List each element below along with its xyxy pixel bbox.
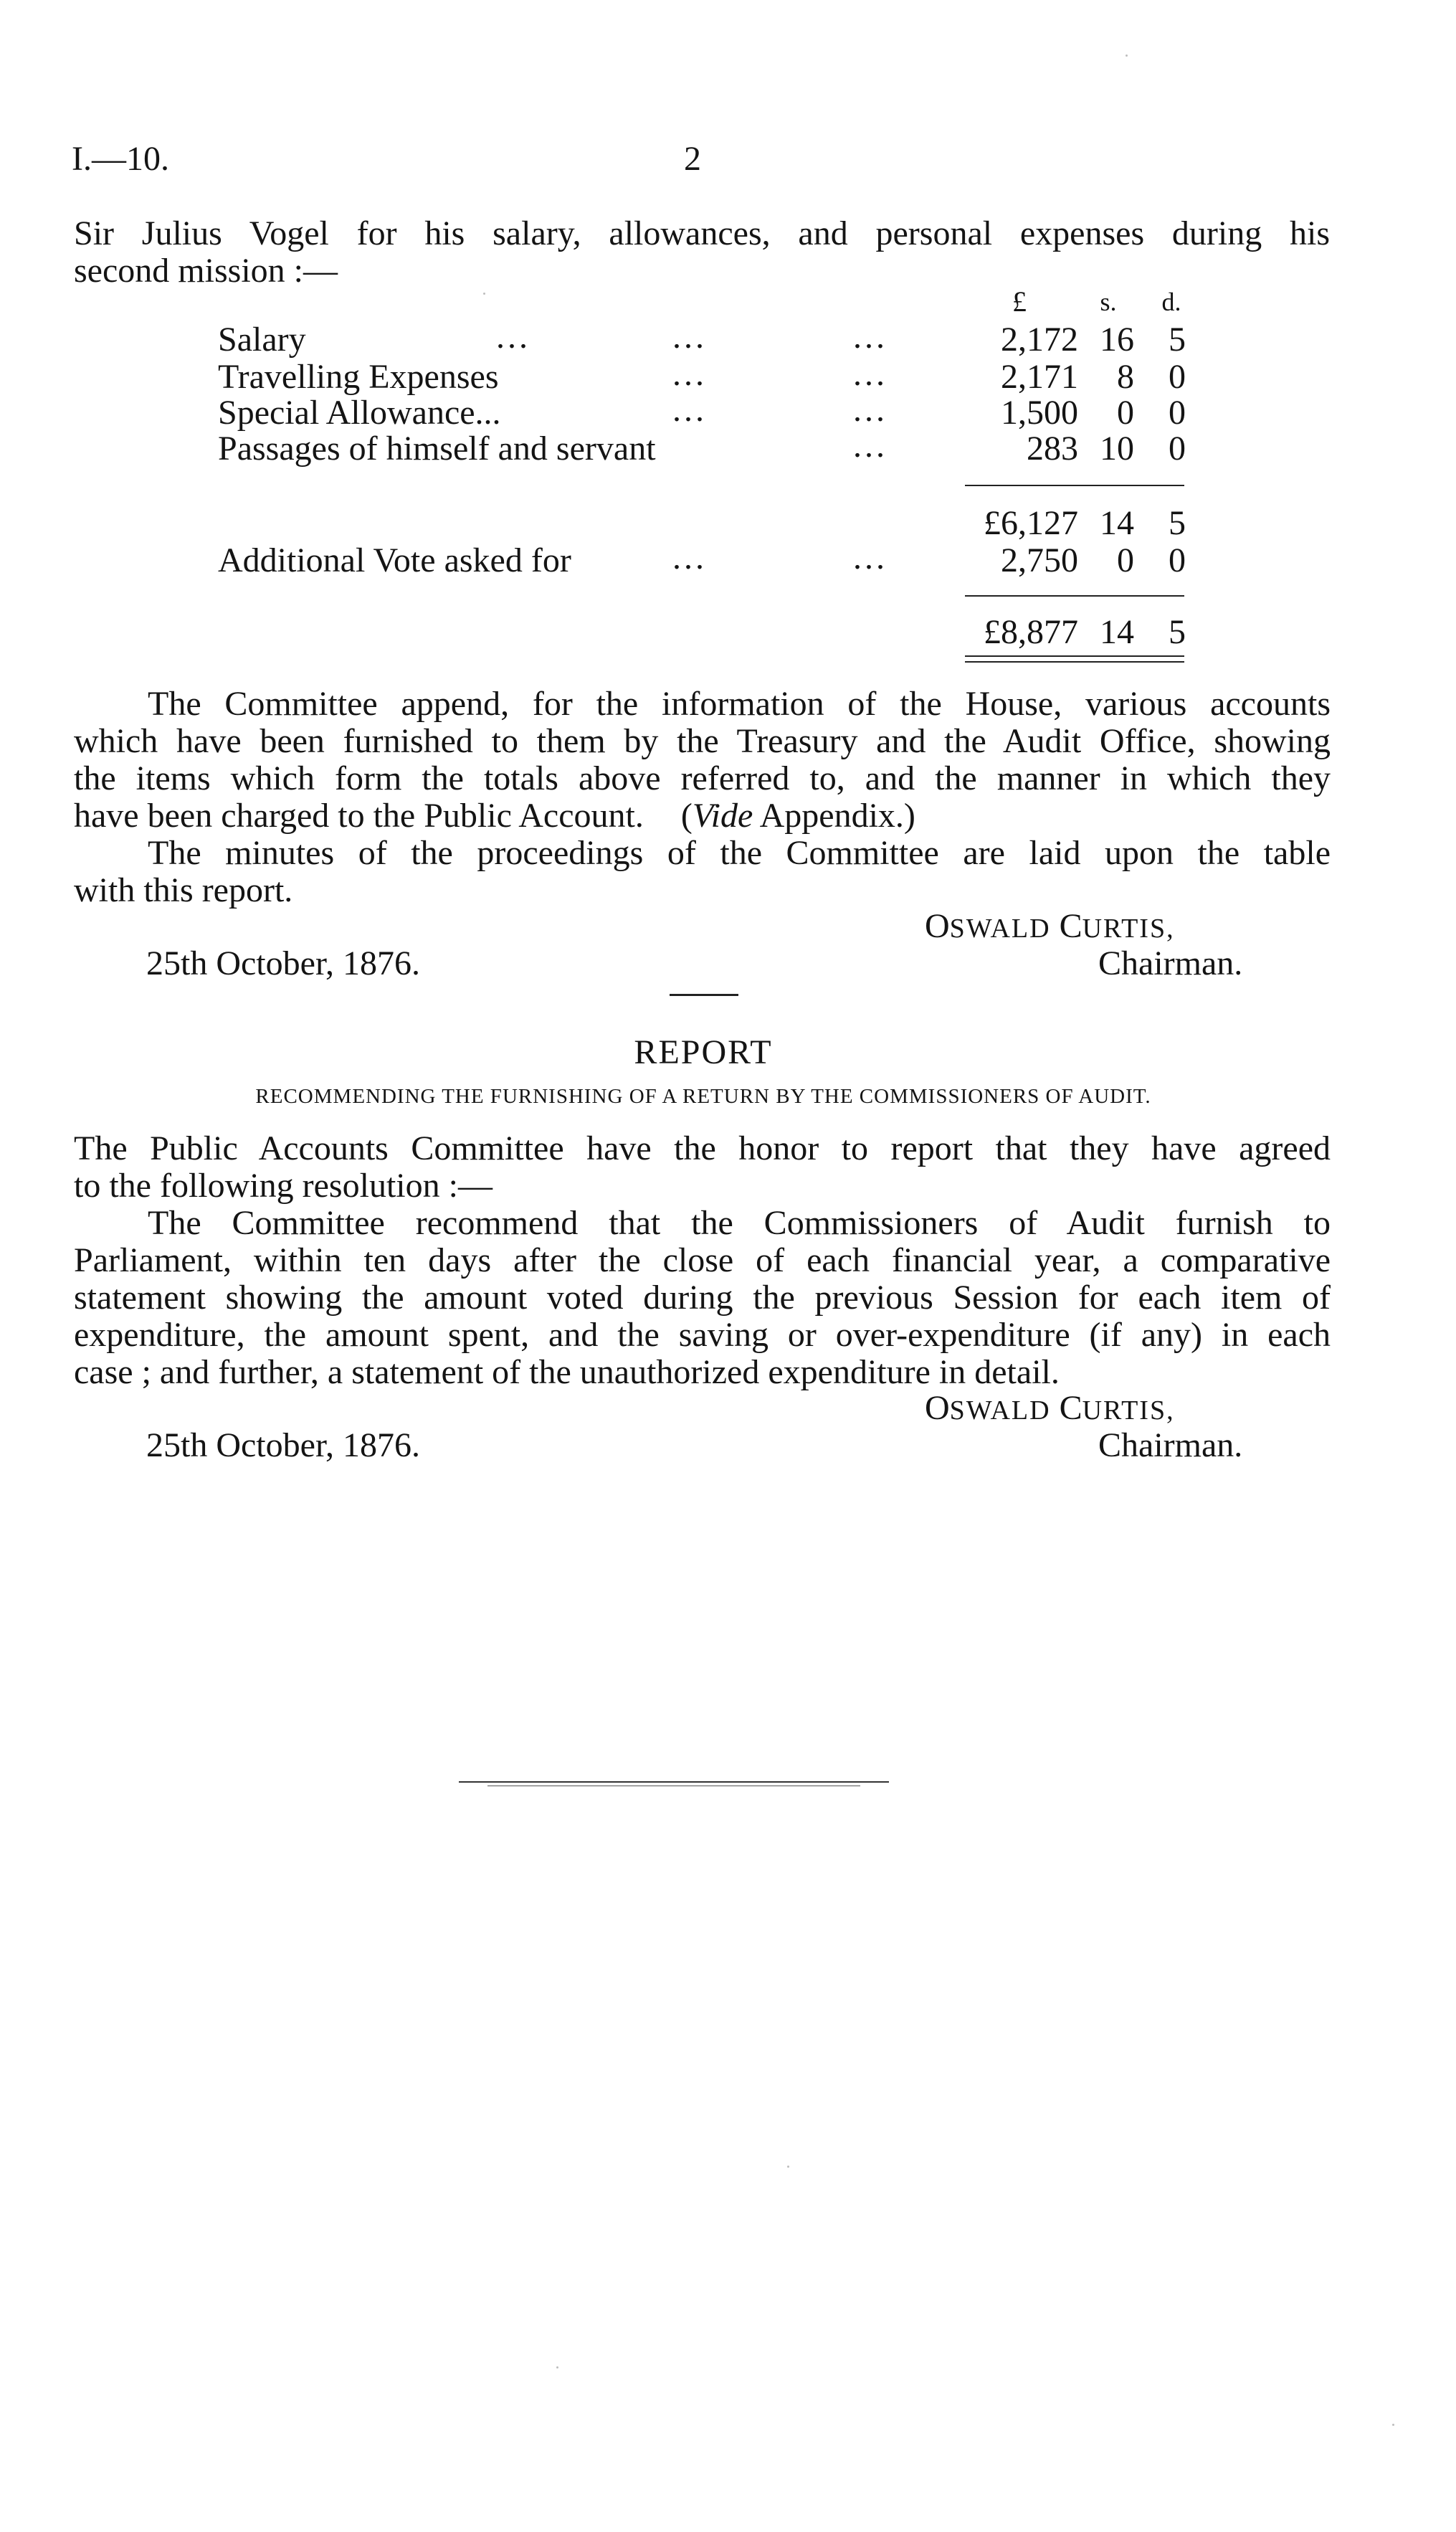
leader-dots: ... xyxy=(672,318,707,356)
scan-speck xyxy=(483,293,485,295)
scan-speck xyxy=(787,2166,789,2168)
subtotal-pence: 5 xyxy=(1169,504,1186,542)
amount-shillings: 8 xyxy=(1117,358,1134,396)
amount-pounds: 2,172 xyxy=(1001,321,1078,359)
total-rule xyxy=(965,595,1184,597)
amount-pence: 0 xyxy=(1169,358,1186,396)
vide-italic: Vide xyxy=(692,797,753,835)
amount-pence: 0 xyxy=(1169,394,1186,432)
total-shillings: 14 xyxy=(1100,613,1134,651)
intro-line-1: Sir Julius Vogel for his salary, allowances, and personal expenses during his xyxy=(74,214,1330,252)
row-label: Salary xyxy=(218,321,306,359)
report-heading: REPORT xyxy=(634,1033,773,1071)
leader-dots: ... xyxy=(853,539,888,577)
total-double-rule-top xyxy=(965,655,1184,657)
column-header-shillings: s. xyxy=(1100,288,1117,316)
paragraph-1-line-1: The Committee append, for the information of the House, various accounts xyxy=(148,685,1331,723)
section-divider xyxy=(670,994,738,996)
paragraph-1-line-3: the items which form the totals above referred to, and the manner in which they xyxy=(74,759,1331,797)
amount-shillings: 0 xyxy=(1117,541,1134,579)
report-subheading: RECOMMENDING THE FURNISHING OF A RETURN BY THE COMMISSIONERS OF AUDIT. xyxy=(255,1085,1151,1108)
report-date: 25th October, 1876. xyxy=(146,944,421,982)
leader-dots: ... xyxy=(496,318,530,356)
scan-speck xyxy=(1126,54,1128,57)
report-paragraph-2-line-2: Parliament, within ten days after the close of each financial year, a comparative xyxy=(74,1241,1331,1279)
report-paragraph-1-line-2: to the following resolution :— xyxy=(74,1167,493,1205)
intro-line-2: second mission :— xyxy=(74,252,338,290)
row-label: Additional Vote asked for xyxy=(218,541,571,579)
report-date: 25th October, 1876. xyxy=(146,1426,421,1464)
leader-dots: ... xyxy=(853,427,888,465)
scan-speck xyxy=(556,2366,558,2369)
amount-pounds: 2,171 xyxy=(1001,358,1078,396)
row-label: Passages of himself and servant xyxy=(218,430,656,468)
report-paragraph-1-line-1: The Public Accounts Committee have the honor to report that they have agreed xyxy=(74,1129,1331,1167)
leader-dots: ... xyxy=(853,391,888,429)
document-reference: I.—10. xyxy=(72,140,169,178)
amount-pounds: 1,500 xyxy=(1001,394,1078,432)
amount-pence: 0 xyxy=(1169,430,1186,468)
paragraph-2-line-1: The minutes of the proceedings of the Committee are laid upon the table xyxy=(148,834,1331,872)
subtotal-shillings: 14 xyxy=(1100,504,1134,542)
signatory-title: Chairman. xyxy=(1098,944,1243,982)
total-pence: 5 xyxy=(1169,613,1186,651)
signatory-name: OSWALD CURTIS, xyxy=(925,907,1175,945)
report-paragraph-2-line-1: The Committee recommend that the Commissioners of Audit furnish to xyxy=(148,1204,1331,1242)
row-label: Special Allowance... xyxy=(218,394,501,432)
report-paragraph-2-line-3: statement showing the amount voted during the previous Session for each item of xyxy=(74,1279,1331,1317)
subtotal-rule xyxy=(965,485,1184,486)
column-header-pence: d. xyxy=(1161,288,1181,316)
total-double-rule-bottom xyxy=(965,661,1184,663)
paragraph-1-line-4-prefix: have been charged to the Public Account. xyxy=(74,797,644,835)
report-paragraph-2-line-5: case ; and further, a statement of the unauthorized expenditure in detail. xyxy=(74,1353,1060,1391)
row-label: Travelling Expenses xyxy=(218,358,499,396)
subtotal-pounds: £6,127 xyxy=(984,504,1078,542)
amount-shillings: 0 xyxy=(1117,394,1134,432)
signatory-name: OSWALD CURTIS, xyxy=(925,1389,1175,1427)
paragraph-1-open-paren: ( xyxy=(680,797,693,835)
amount-pence: 5 xyxy=(1169,321,1186,359)
column-header-pounds: £ xyxy=(1012,285,1027,318)
leader-dots: ... xyxy=(853,318,888,356)
report-paragraph-2-line-4: expenditure, the amount spent, and the saving or over-expenditure (if any) in each xyxy=(74,1316,1331,1354)
paragraph-1-line-4 xyxy=(74,797,915,835)
leader-dots: ... xyxy=(672,355,707,393)
scan-speck xyxy=(1392,2424,1394,2426)
leader-dots: ... xyxy=(672,391,707,429)
page-number: 2 xyxy=(684,140,701,178)
paragraph-2-line-2: with this report. xyxy=(74,871,293,909)
amount-pounds: 283 xyxy=(1027,430,1078,468)
amount-pence: 0 xyxy=(1169,541,1186,579)
amount-pounds: 2,750 xyxy=(1001,541,1078,579)
total-pounds: £8,877 xyxy=(984,613,1078,651)
amount-shillings: 16 xyxy=(1100,321,1134,359)
paragraph-1-line-4-suffix: Appendix.) xyxy=(759,797,915,835)
paragraph-1-line-2: which have been furnished to them by the Treasury and the Audit Office, showing xyxy=(74,722,1331,760)
leader-dots: ... xyxy=(672,539,707,577)
amount-shillings: 10 xyxy=(1100,430,1134,468)
leader-dots: ... xyxy=(853,355,888,393)
signatory-title: Chairman. xyxy=(1098,1426,1243,1464)
